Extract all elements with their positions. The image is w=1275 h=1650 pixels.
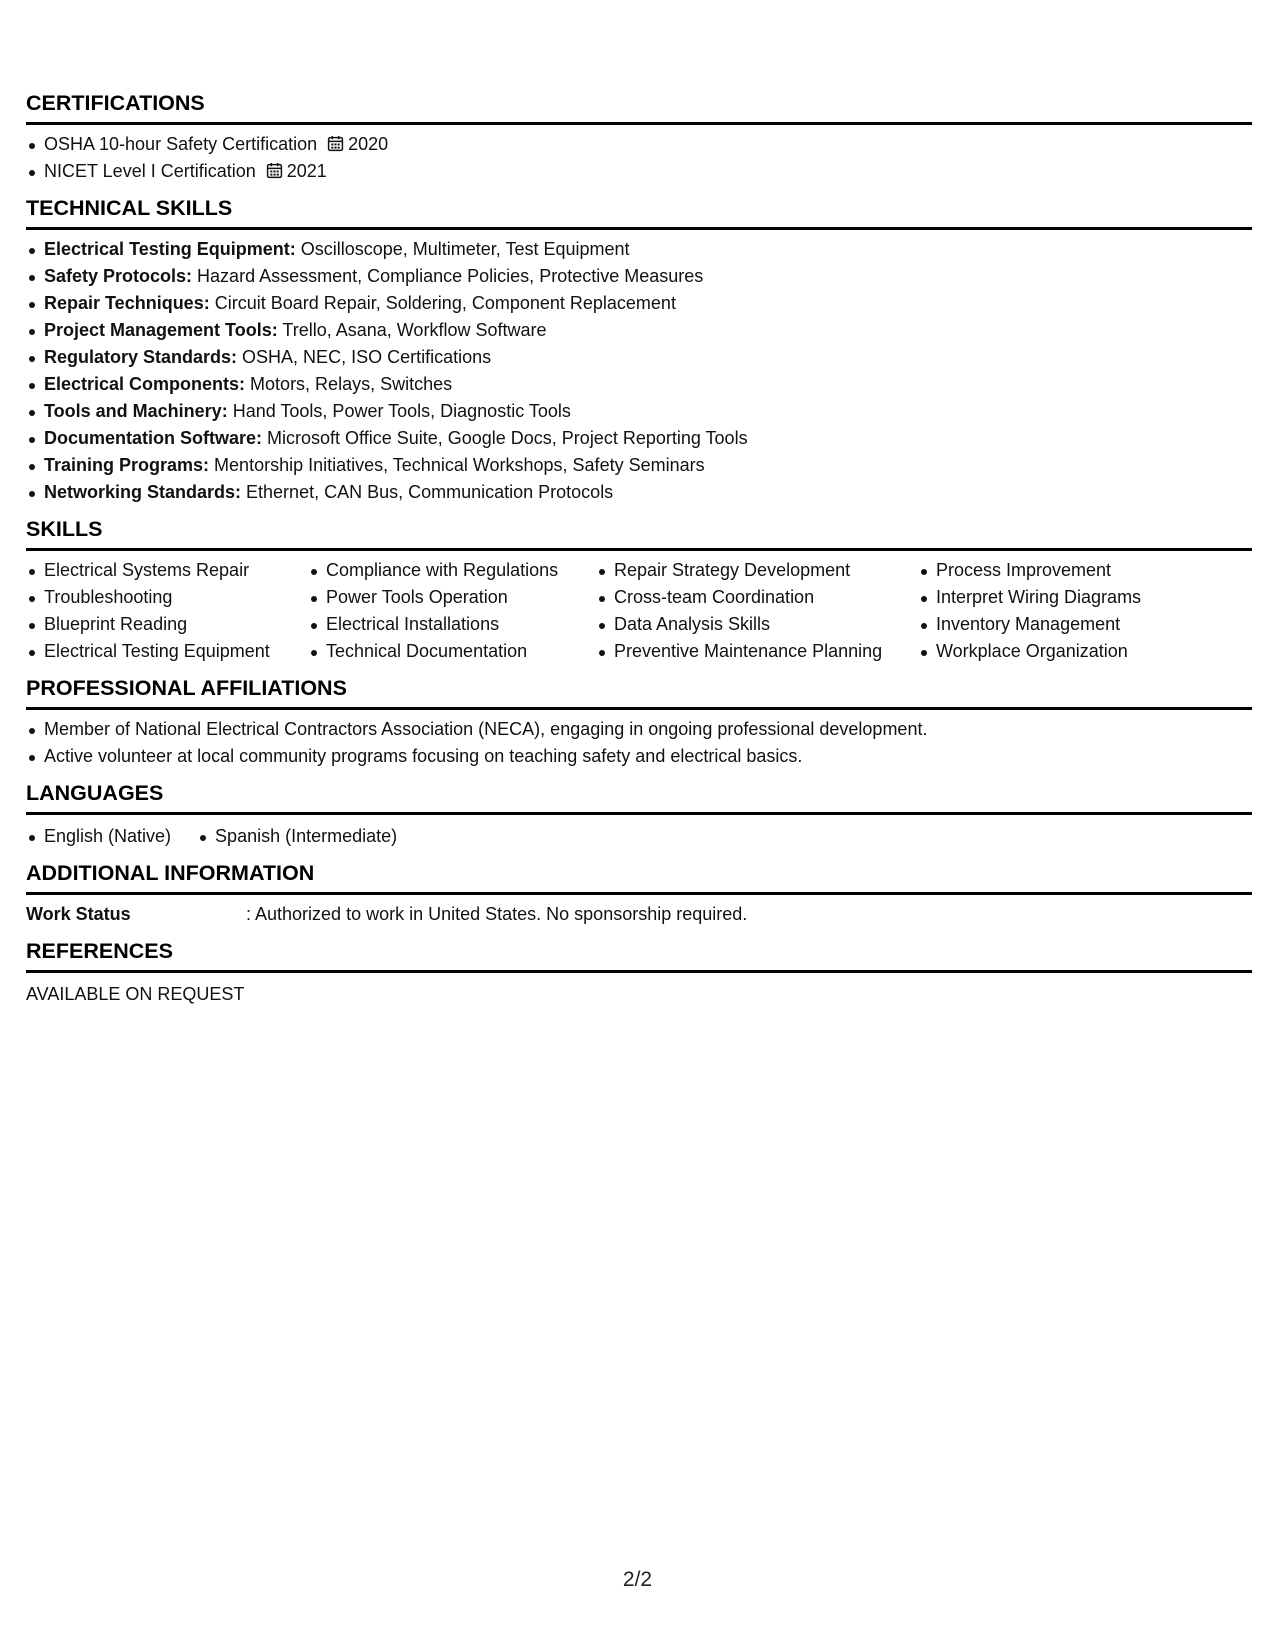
skill-category: Training Programs:	[44, 455, 210, 475]
skill-category: Regulatory Standards:	[44, 347, 238, 367]
section-title-references: REFERENCES	[26, 938, 1252, 973]
list-item: Technical Documentation	[308, 638, 596, 665]
certification-year: 2021	[286, 161, 327, 181]
skill-category: Electrical Testing Equipment:	[44, 239, 296, 259]
skill-details: Hazard Assessment, Compliance Policies, Protective Measures	[192, 266, 704, 286]
list-item: Blueprint Reading	[26, 611, 308, 638]
calendar-icon	[266, 162, 283, 179]
list-item	[26, 479, 1252, 506]
list-item: Workplace Organization	[918, 638, 1248, 665]
skill-details: Motors, Relays, Switches	[245, 374, 453, 394]
references-section	[26, 938, 1252, 1008]
skill-details: Hand Tools, Power Tools, Diagnostic Tools	[227, 401, 571, 421]
skill-details: Circuit Board Repair, Soldering, Component Replacement	[209, 293, 676, 313]
section-title-additional-info: ADDITIONAL INFORMATION	[26, 860, 1252, 895]
skill-details: Oscilloscope, Multimeter, Test Equipment	[295, 239, 630, 259]
certification-year: 2020	[348, 134, 389, 154]
technical-skills-list	[26, 236, 1252, 506]
work-status-row	[26, 901, 1252, 928]
list-item	[26, 452, 1252, 479]
list-item: Electrical Installations	[308, 611, 596, 638]
section-title-skills: SKILLS	[26, 516, 1252, 551]
list-item	[26, 344, 1252, 371]
skills-column	[596, 557, 918, 665]
additional-info-section	[26, 860, 1252, 928]
skills-column	[918, 557, 1248, 665]
list-item	[26, 317, 1252, 344]
skills-grid	[26, 557, 1252, 665]
list-item: Data Analysis Skills	[596, 611, 918, 638]
list-item	[26, 425, 1252, 452]
languages-section	[26, 780, 1252, 850]
list-item	[26, 290, 1252, 317]
skill-category: Tools and Machinery:	[44, 401, 228, 421]
list-item	[26, 263, 1252, 290]
language-item: Spanish (Intermediate)	[197, 823, 397, 850]
page-number: 2/2	[622, 1568, 653, 1591]
language-item: English (Native)	[26, 823, 171, 850]
skill-details: Microsoft Office Suite, Google Docs, Project Reporting Tools	[262, 428, 748, 448]
skill-category: Repair Techniques:	[44, 293, 210, 313]
certifications-section	[26, 90, 1252, 185]
list-item: Interpret Wiring Diagrams	[918, 584, 1248, 611]
affiliations-section	[26, 675, 1252, 770]
list-item	[26, 236, 1252, 263]
skill-category: Safety Protocols:	[44, 266, 193, 286]
resume-page	[26, 90, 1252, 1018]
skill-category: Networking Standards:	[44, 482, 242, 502]
skill-details: Ethernet, CAN Bus, Communication Protocols	[241, 482, 614, 502]
skills-column	[26, 557, 308, 665]
languages-list	[26, 823, 423, 850]
references-text: AVAILABLE ON REQUEST	[26, 984, 245, 1004]
technical-skills-section	[26, 195, 1252, 506]
list-item: Electrical Testing Equipment	[26, 638, 308, 665]
list-item: Compliance with Regulations	[308, 557, 596, 584]
skill-category: Project Management Tools:	[44, 320, 278, 340]
list-item: Repair Strategy Development	[596, 557, 918, 584]
list-item: Power Tools Operation	[308, 584, 596, 611]
list-item: Electrical Systems Repair	[26, 557, 308, 584]
list-item: Process Improvement	[918, 557, 1248, 584]
list-item	[26, 131, 1252, 158]
skills-column	[308, 557, 596, 665]
certification-name: NICET Level I Certification	[44, 161, 256, 181]
list-item: Cross-team Coordination	[596, 584, 918, 611]
skill-details: Trello, Asana, Workflow Software	[277, 320, 547, 340]
skills-section	[26, 516, 1252, 665]
section-title-languages: LANGUAGES	[26, 780, 1252, 815]
certification-name: OSHA 10-hour Safety Certification	[44, 134, 318, 154]
work-status-label: Work Status	[26, 904, 131, 924]
certifications-list	[26, 131, 1252, 185]
section-title-technical-skills: TECHNICAL SKILLS	[26, 195, 1252, 230]
list-item	[26, 398, 1252, 425]
list-item: Inventory Management	[918, 611, 1248, 638]
section-title-affiliations: PROFESSIONAL AFFILIATIONS	[26, 675, 1252, 710]
list-item: Troubleshooting	[26, 584, 308, 611]
skill-category: Electrical Components:	[44, 374, 246, 394]
languages-row	[26, 823, 1252, 850]
calendar-icon	[327, 135, 344, 152]
affiliations-list	[26, 716, 1252, 770]
list-item: Active volunteer at local community programs focusing on teaching safety and electrical basics.	[26, 743, 1252, 770]
section-title-certifications: CERTIFICATIONS	[26, 90, 1252, 125]
list-item	[26, 371, 1252, 398]
work-status-value: : Authorized to work in United States. No sponsorship required.	[246, 904, 748, 924]
skill-category: Documentation Software:	[44, 428, 263, 448]
skill-details: OSHA, NEC, ISO Certifications	[237, 347, 492, 367]
list-item	[26, 158, 1252, 185]
list-item: Member of National Electrical Contractors Association (NECA), engaging in ongoing professional development.	[26, 716, 1252, 743]
skill-details: Mentorship Initiatives, Technical Workshops, Safety Seminars	[209, 455, 705, 475]
list-item: Preventive Maintenance Planning	[596, 638, 918, 665]
